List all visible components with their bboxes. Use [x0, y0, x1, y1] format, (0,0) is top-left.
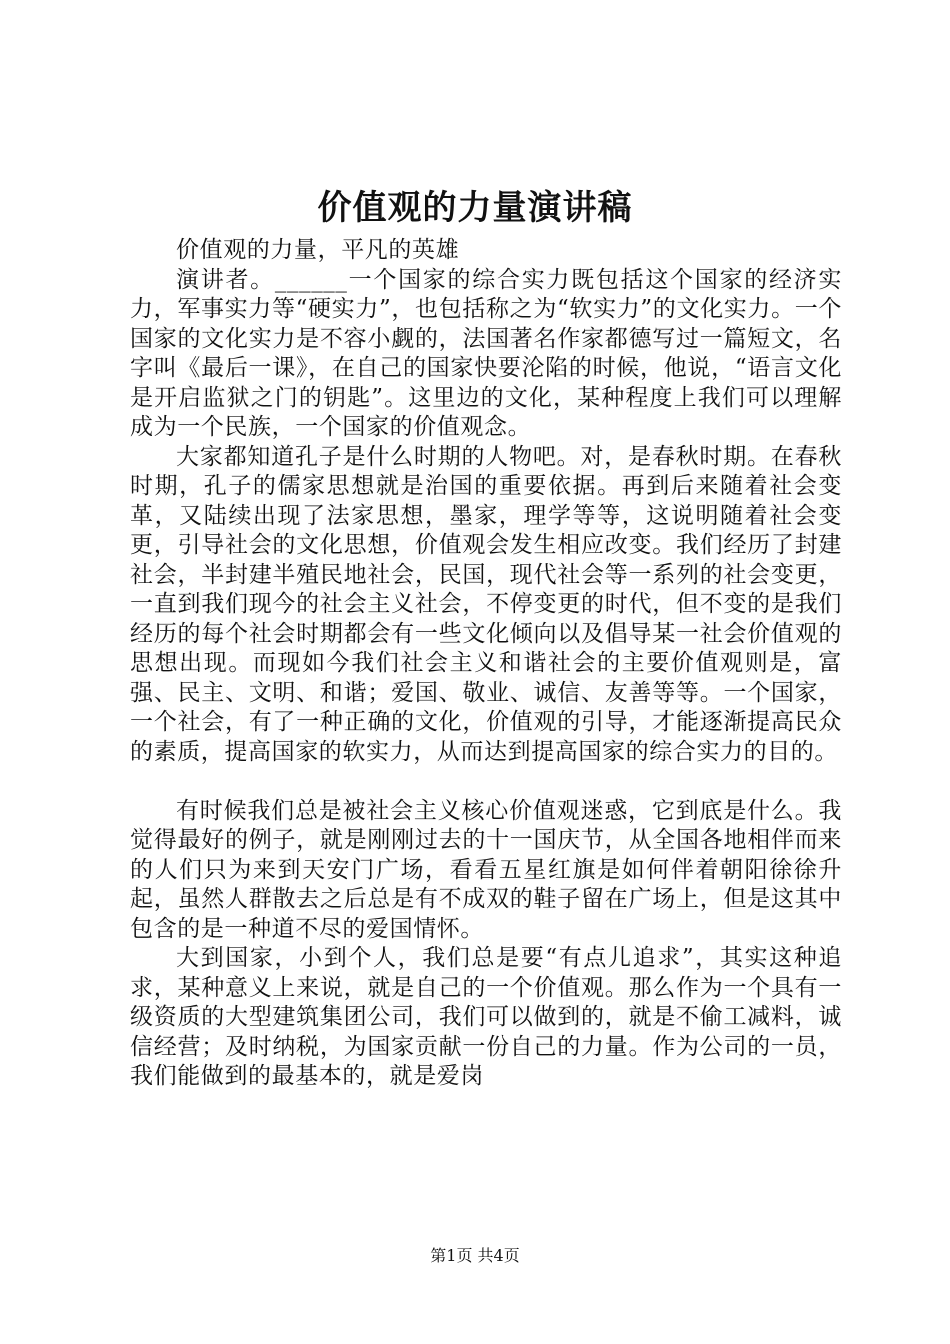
- paragraph-pursuit: 大到国家，小到个人，我们总是要“有点儿追求”，其实这种追求，某种意义上来说，就是自己的一个价值观。那么作为一个具有一级资质的大型建筑集团公司，我们可以做到的，就是不偷工减料，诚信经营；及时纳税，为国家贡献一份自己的力量。作为公司的一员，我们能做到的最基本的，就是爱岗: [130, 945, 842, 1089]
- document-body: [130, 236, 842, 1092]
- document-title: 价值观的力量演讲稿: [317, 188, 633, 228]
- paragraph-history: 大家都知道孔子是什么时期的人物吧。对，是春秋时期。在春秋时期，孔子的儒家思想就是治国的重要依据。再到后来随着社会变革，又陆续出现了法家思想，墨家，理学等等，这说明随着社会变更，引导社会的文化思想，价值观会发生相应改变。我们经历了封建社会，半封建半殖民地社会，民国，现代社会等一系列的社会变更，一直到我们现今的社会主义社会，不停变更的时代，但不变的是我们经历的每个社会时期都会有一些文化倾向以及倡导某一社会价值观的思想出现。而现如今我们社会主义和谐社会的主要价值观则是，富强、民主、文明、和谐；爱国、敬业、诚信、友善等等。一个国家，一个社会，有了一种正确的文化，价值观的引导，才能逐渐提高民众的素质，提高国家的软实力，从而达到提高国家的综合实力的目的。: [130, 443, 842, 765]
- paragraph-intro: 演讲者。______一个国家的综合实力既包括这个国家的经济实力，军事实力等“硬实力”，也包括称之为“软实力”的文化实力。一个国家的文化实力是不容小觑的，法国著名作家都德写过一篇短文，名字叫《最后一课》，在自己的国家快要沦陷的时候，他说，“语言文化是开启监狱之门的钥匙”。这里边的文化，某种程度上我们可以理解成为一个民族，一个国家的价值观念。: [130, 266, 842, 440]
- paragraph-subtitle: 价值观的力量，平凡的英雄: [176, 237, 460, 263]
- page-footer: 第1页 共4页: [430, 1246, 520, 1265]
- paragraph-example: 有时候我们总是被社会主义核心价值观迷惑，它到底是什么。我觉得最好的例子，就是刚刚过去的十一国庆节，从全国各地相伴而来的人们只为来到天安门广场，看看五星红旗是如何伴着朝阳徐徐升起，虽然人群散去之后总是有不成双的鞋子留在广场上，但是这其中包含的是一种道不尽的爱国情怀。: [130, 797, 842, 942]
